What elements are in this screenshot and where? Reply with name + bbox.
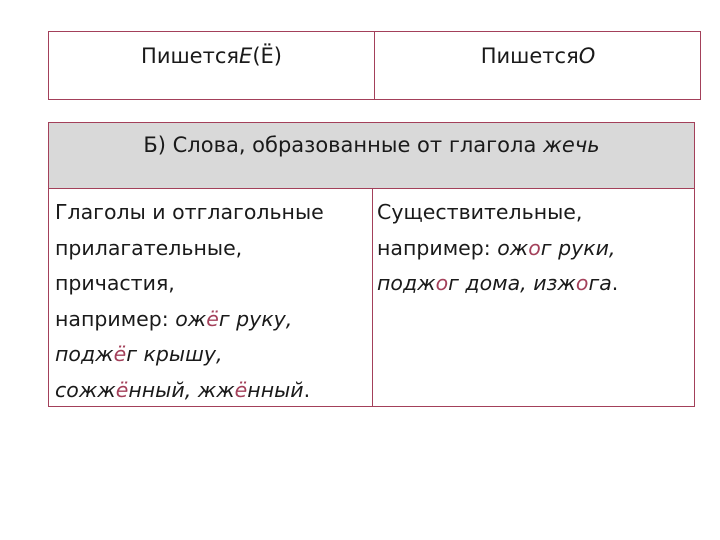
right-line-3: поджог дома, изжога. [377,271,619,295]
header-e-column [49,32,374,80]
left-line-4 [55,302,324,338]
right-example-prefix: например: [377,235,498,260]
right-cell-text [377,195,618,302]
highlight-letter: о [435,271,449,295]
left-line-1: Глаголы и отглагольные [55,200,324,224]
left-example-1: ожёг руку, [175,306,293,331]
highlight-letter: о [575,271,589,295]
left-line-5 [55,337,324,373]
section-title-prefix: Б) Слова, образованные от глагола [143,133,543,157]
left-cell-text [55,195,324,408]
left-line-3: причастия, [55,271,175,295]
left-example-prefix: например: [55,306,176,331]
right-example-1: ожог руки, [497,235,616,260]
header-o-letter: О [578,44,596,68]
highlight-letter: ё [234,377,248,402]
column-divider [372,189,373,406]
header-e-prefix: Пишется [141,44,240,68]
header-e-letter: Е [239,44,253,68]
highlight-letter: ё [115,377,129,402]
right-example-2: поджог дома, изжога [377,271,612,295]
left-line-6: сожжённый, жжённый. [55,377,311,402]
top-table [48,31,701,100]
left-line-2: прилагательные, [55,235,243,260]
header-e-suffix: (Ё) [252,44,282,68]
bottom-table [48,122,695,407]
left-example-3: сожжённый, жжённый [55,377,304,402]
section-title-verb: жечь [543,133,600,157]
header-o-column [375,32,701,80]
highlight-letter: ё [206,306,219,331]
highlight-letter: ё [113,342,127,366]
right-line-1: Существительные, [377,200,583,224]
header-o-prefix: Пишется [480,44,579,68]
highlight-letter: о [528,235,541,260]
right-line-2 [377,231,618,267]
section-title [49,123,694,189]
left-example-2: поджёг крышу, [55,342,223,366]
